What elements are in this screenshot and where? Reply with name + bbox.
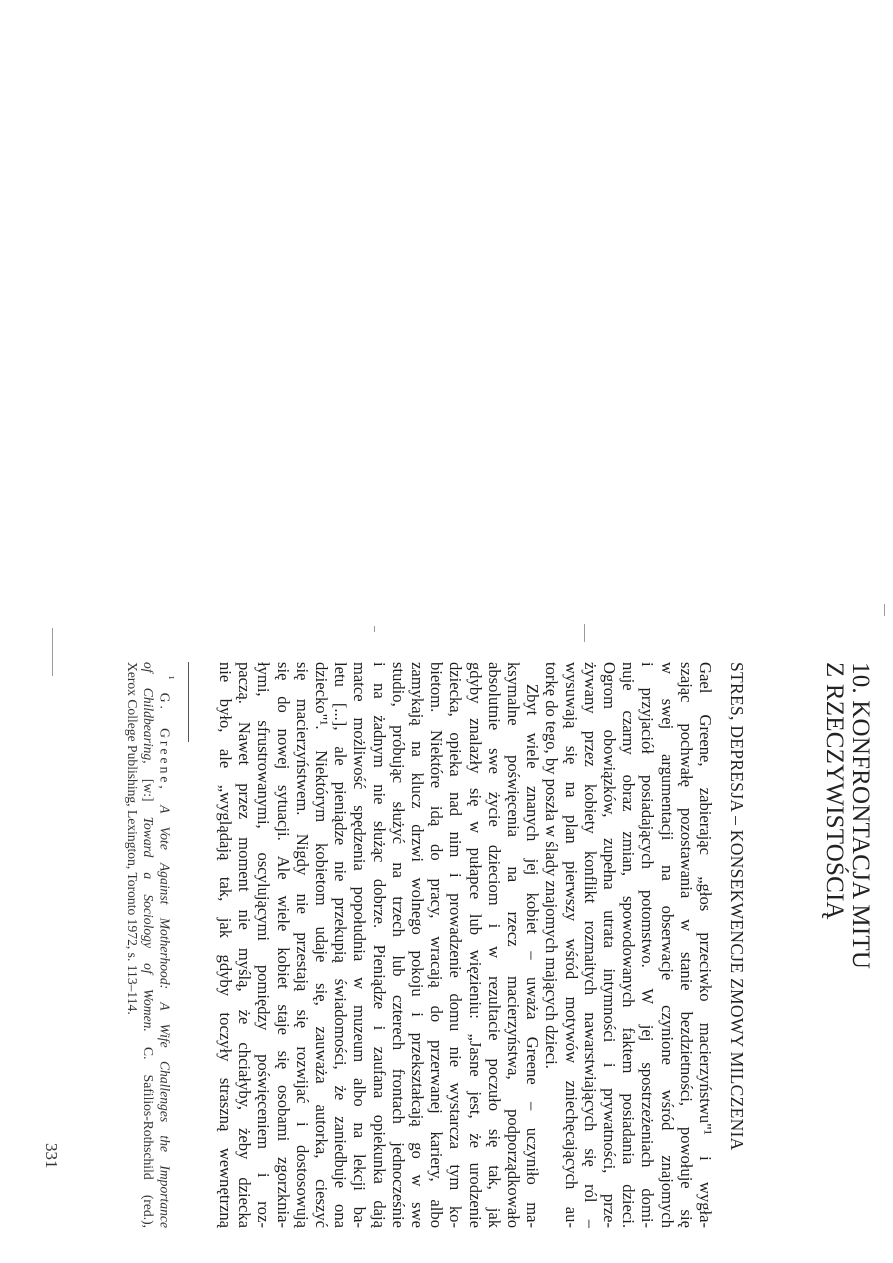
text-line: paczą. Nawet przez moment nie myślą, że chciałyby, żeby dziecka bbox=[235, 662, 255, 1228]
footnote-book: Toward a Sociology of Women. bbox=[141, 816, 157, 1032]
text-line: ksymalne poświęcenia na rzecz macierzyństwa, podporządkowało bbox=[503, 662, 523, 1228]
footnote-author: G. Greene, bbox=[157, 692, 173, 792]
text-line: letu [...], ale pieniądze nie przekupią świadomości, że zaniedbuje ona bbox=[331, 662, 351, 1228]
text-line: w swej argumentacji na obserwacje czynione wśród znajomych bbox=[657, 662, 677, 1228]
scan-artifact bbox=[374, 626, 375, 632]
text-line: Zbyt wiele znanych jej kobiet – uważa Greene – uczyniło ma- bbox=[523, 684, 543, 1228]
footnote-divider bbox=[188, 662, 189, 742]
footnote-title-cont: of Childbearing, bbox=[141, 662, 157, 764]
scan-artifact bbox=[884, 604, 885, 616]
paragraph-1 bbox=[542, 662, 715, 1228]
footnote-line-1 bbox=[156, 662, 177, 1228]
footnote bbox=[124, 662, 177, 1228]
paragraph-2 bbox=[216, 662, 542, 1228]
text-line: dziecka, opieka nad nim i prowadzenie domu nie wystarcza tym ko- bbox=[446, 662, 466, 1228]
text-line: nuje czarny obraz zmian, spowodowanych faktem posiadania dzieci. bbox=[619, 662, 639, 1228]
text-line: absolutnie swe życie dzieciom i w rezultacie poczuło się tak, jak bbox=[484, 662, 504, 1228]
text-line: matce możliwość spędzenia popołudnia w muzeum albo na lekcji ba- bbox=[350, 662, 370, 1228]
chapter-title-line-2: Z RZECZYWISTOŚCIĄ bbox=[821, 662, 848, 920]
footnote-line-2 bbox=[140, 662, 156, 1228]
text-line: nie było, ale „wyglądają tak, jak gdyby toczyły straszną wewnętrzną bbox=[215, 662, 235, 1228]
footnote-marker: ¹ bbox=[163, 676, 175, 680]
text-line: wysuwają się na plan pierwszy wśród motywów zniechęcających au- bbox=[561, 662, 581, 1228]
chapter-title bbox=[821, 662, 873, 1222]
text-line: dziecko"¹. Niektórym kobietom udaje się, zauważa autorka, cieszyć bbox=[311, 662, 331, 1228]
section-heading: STRES, DEPRESJA – KONSEKWENCJE ZMOWY MILCZENIA bbox=[727, 662, 747, 1151]
footnote-in-label: [w:] bbox=[141, 778, 157, 802]
text-line: gdyby znalazły się w pułapce lub więzieniu: „Jasne jest, że urodzenie bbox=[465, 662, 485, 1228]
text-line: żywany przez kobiety konflikt rozmaitych nawarstwiających się ról – bbox=[580, 662, 600, 1228]
text-line: i na żadnym nie służąc dobrze. Pieniądze i zaufana opiekunka dają bbox=[369, 662, 389, 1228]
footnote-line-3: Xerox College Publishing, Lexington, Toronto 1972, s. 113–114. bbox=[125, 662, 141, 1015]
text-line: bietom. Niektóre idą do pracy, wracają do przerwanej kariery, albo bbox=[427, 662, 447, 1228]
chapter-title-line-1: 10. KONFRONTACJA MITU bbox=[847, 662, 874, 970]
scan-artifact bbox=[52, 628, 53, 676]
text-line: się macierzyństwem. Nigdy nie przestają się rozwijać i dostosowują bbox=[292, 662, 312, 1228]
text-line: Gael Greene, zabierając „głos przeciwko macierzyństwu"¹ i wygła- bbox=[696, 662, 715, 1228]
text-line: torkę do tego, by poszła w ślady znajomych mających dzieci. bbox=[542, 662, 562, 1069]
text-line: się do nowej sytuacji. Ale wiele kobiet staje się osobami zgorzknia- bbox=[273, 662, 293, 1228]
scan-artifact bbox=[584, 624, 585, 642]
text-line: studio, próbując służyć na trzech lub czterech frontach jednocześnie bbox=[388, 662, 408, 1228]
text-line: zamykają na klucz drzwi wolnego pokoju i przekształcają go w swe bbox=[407, 662, 427, 1228]
text-line: szając pochwałę pozostawania w stanie bezdzietności, powołuje się bbox=[676, 662, 696, 1228]
text-line: łymi, sfrustrowanymi, oscylującymi pomiędzy poświęceniem i roz- bbox=[254, 662, 274, 1228]
body-text bbox=[216, 662, 715, 1228]
text-line: Ogrom obowiązków, zupełna utrata intymności i prywatności, prze- bbox=[599, 662, 619, 1228]
footnote-editor: C. Safilios-Rothschild (red.), bbox=[141, 1047, 157, 1229]
text-line: i przyjaciół posiadających potomstwo. W jej spostrzeżeniach domi- bbox=[638, 662, 658, 1228]
page-number: 331 bbox=[42, 1143, 61, 1169]
footnote-title: A Vote Against Motherhood: A Wife Challenges the Importance bbox=[157, 805, 173, 1228]
